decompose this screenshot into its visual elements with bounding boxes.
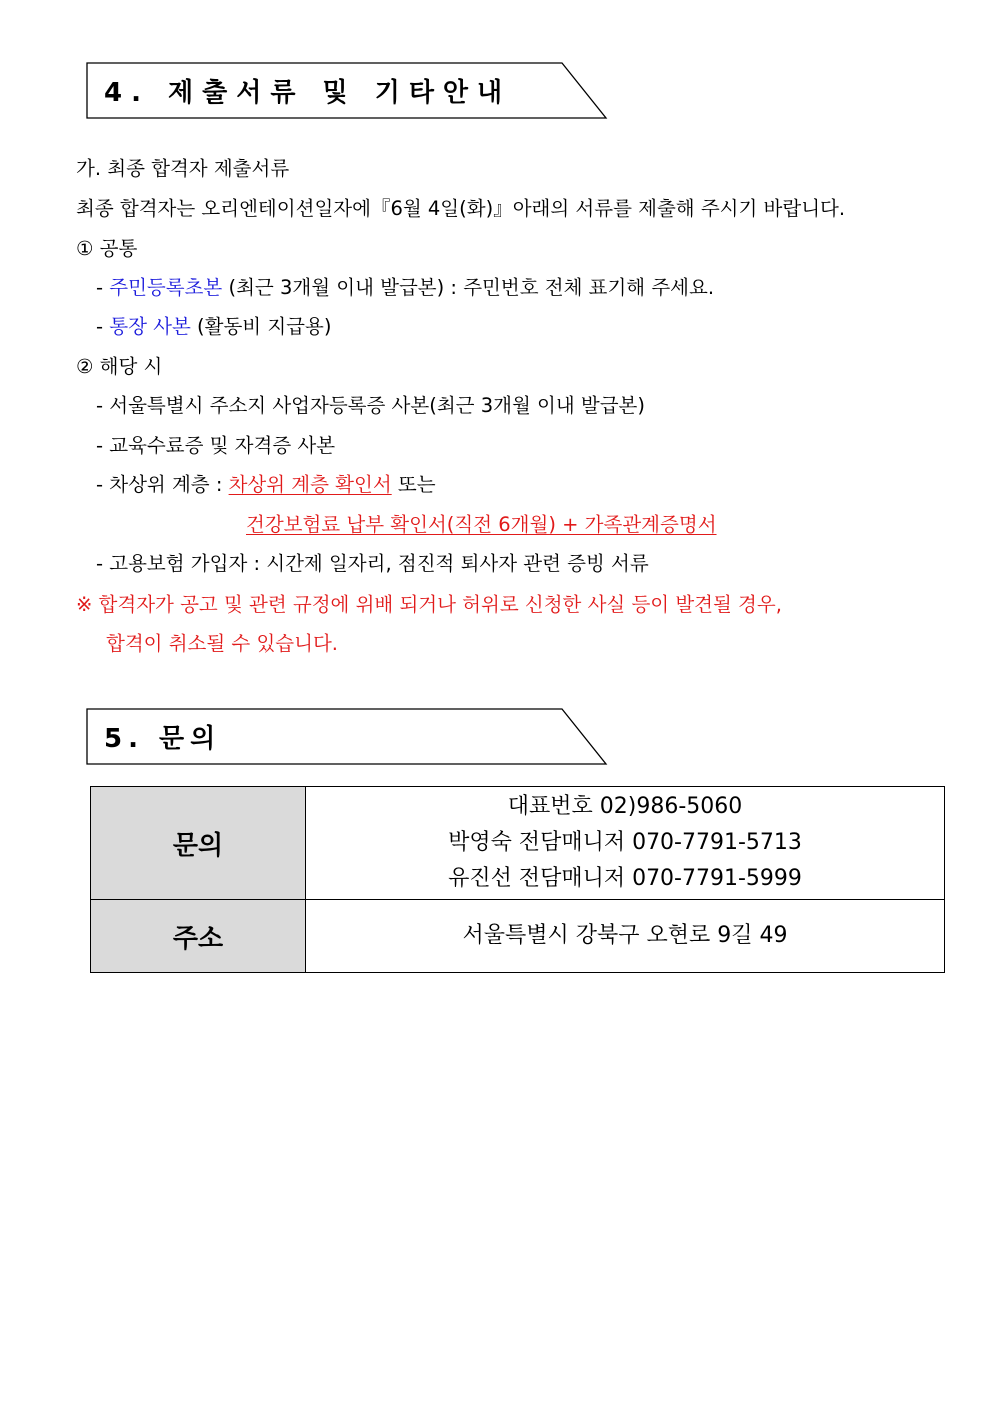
manager-phone-2: 유진선 전담매니저 070-7791-5999 xyxy=(448,866,802,891)
item-dash: - xyxy=(96,315,110,338)
doc-name-bankbook: 통장 사본 xyxy=(109,315,191,338)
table-row-address xyxy=(91,900,945,973)
section-5-title: 5. 문의 xyxy=(104,724,222,754)
item-note: (활동비 지급용) xyxy=(190,315,332,338)
warning-line-1: ※ 합격자가 공고 및 관련 규정에 위배 되거나 허위로 신청한 사실 등이 발견될 경우, xyxy=(76,593,782,616)
inquiry-value xyxy=(306,787,945,900)
common-heading: ① 공통 xyxy=(76,237,138,260)
warning-line-2: 합격이 취소될 수 있습니다. xyxy=(106,632,339,655)
sub-heading-final-documents: 가. 최종 합격자 제출서류 xyxy=(76,157,290,180)
conditional-item-low-income xyxy=(96,472,436,498)
item-note: (최근 3개월 이내 발급본) : 주민번호 전체 표기해 주세요. xyxy=(222,276,715,299)
contact-table xyxy=(90,786,945,973)
address-label: 주소 xyxy=(91,900,306,973)
common-item-bankbook xyxy=(96,314,331,340)
table-row-inquiry xyxy=(91,787,945,900)
doc-name-resident-registration: 주민등록초본 xyxy=(109,276,223,299)
conditional-heading: ② 해당 시 xyxy=(76,355,163,378)
conditional-item-certificates: - 교육수료증 및 자격증 사본 xyxy=(96,434,336,457)
address-value: 서울특별시 강북구 오현로 9길 49 xyxy=(306,900,945,973)
doc-name-health-insurance-family-cert: 건강보험료 납부 확인서(직전 6개월) + 가족관계증명서 xyxy=(246,513,717,536)
common-item-resident-registration xyxy=(96,275,714,301)
main-phone: 대표번호 02)986-5060 xyxy=(507,794,743,819)
conditional-item-employment-insurance: - 고용보험 가입자 : 시간제 일자리, 점진적 퇴사자 관련 증빙 서류 xyxy=(96,552,649,575)
item-or: 또는 xyxy=(391,473,436,496)
item-dash: - xyxy=(96,276,110,299)
section-4-header xyxy=(86,62,608,120)
intro-paragraph: 최종 합격자는 오리엔테이션일자에『6월 4일(화)』아래의 서류를 제출해 주시기 바랍니다. xyxy=(76,197,846,220)
section-5-header xyxy=(86,708,608,766)
manager-phone-1: 박영숙 전담매니저 070-7791-5713 xyxy=(448,830,802,855)
section-4-title: 4. 제출서류 및 기타안내 xyxy=(104,78,512,108)
conditional-item-business-registration: - 서울특별시 주소지 사업자등록증 사본(최근 3개월 이내 발급본) xyxy=(96,394,645,417)
item-prefix: - 차상위 계층 : xyxy=(96,473,229,496)
doc-name-low-income-certificate: 차상위 계층 확인서 xyxy=(228,473,392,496)
inquiry-label: 문의 xyxy=(91,787,306,900)
